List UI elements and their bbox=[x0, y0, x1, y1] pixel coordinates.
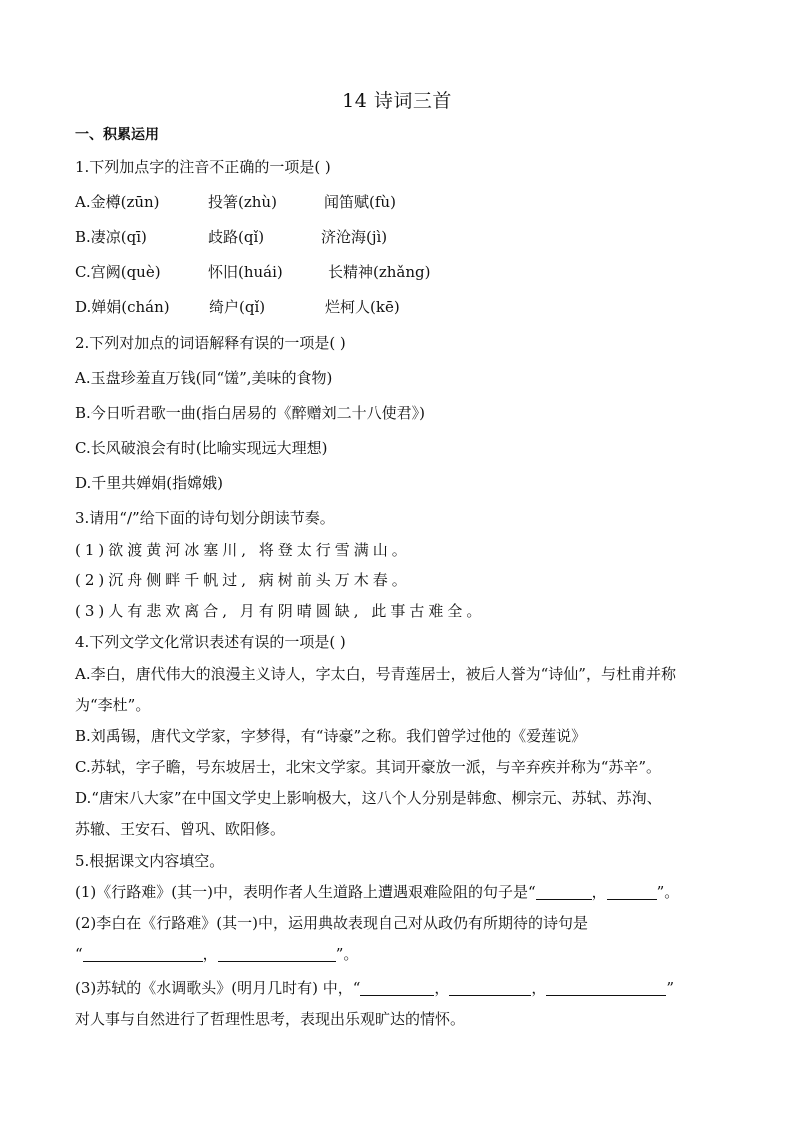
item-text: ”。 bbox=[335, 945, 359, 963]
question-2-option-a: A.玉盘珍羞直万钱(同“馐”,美味的食物) bbox=[75, 369, 333, 387]
option-part: 闻笛赋(fù) bbox=[324, 193, 396, 211]
option-part: 怀旧(huái) bbox=[208, 263, 283, 281]
question-2-stem: 2.下列对加点的词语解释有误的一项是( ) bbox=[75, 334, 346, 352]
question-4-line: 苏辙、王安石、曾巩、欧阳修。 bbox=[75, 820, 286, 838]
answer-blank[interactable] bbox=[360, 980, 434, 996]
question-5-stem: 5.根据课文内容填空。 bbox=[75, 852, 225, 870]
question-4-line: 为“李杜”。 bbox=[75, 696, 151, 714]
item-text: ”。 bbox=[656, 883, 680, 901]
question-1-option-b bbox=[75, 227, 387, 247]
question-3-stem: 3.请用“/”给下面的诗句划分朗读节奏。 bbox=[75, 509, 335, 527]
answer-blank[interactable] bbox=[536, 884, 592, 900]
question-5-item-2: (2)李白在《行路难》(其一)中，运用典故表现自己对从政仍有所期待的诗句是 bbox=[75, 914, 588, 932]
question-4-line: B.刘禹锡，唐代文学家，字梦得，有“诗豪”之称。我们曾学过他的《爱莲说》 bbox=[75, 727, 587, 745]
question-5-item-2-blanks bbox=[75, 944, 358, 964]
answer-blank[interactable] bbox=[449, 980, 531, 996]
option-part: 绮户(qǐ) bbox=[209, 298, 266, 316]
question-5-item-3-line-2: 对人事与自然进行了哲理性思考，表现出乐观旷达的情怀。 bbox=[75, 1010, 466, 1028]
option-part: A.金樽(zūn) bbox=[75, 193, 160, 211]
option-part: 烂柯人(kē) bbox=[325, 298, 400, 316]
option-part: 歧路(qǐ) bbox=[208, 228, 265, 246]
question-1-option-a bbox=[75, 192, 396, 212]
item-text: (3)苏轼的《水调歌头》(明月几时有) 中，“ bbox=[75, 979, 361, 997]
question-5-item-3 bbox=[75, 978, 674, 998]
item-text: (1)《行路难》(其一)中，表明作者人生道路上遭遇艰难险阻的句子是“ bbox=[75, 883, 536, 901]
question-1-stem: 1.下列加点字的注音不正确的一项是( ) bbox=[75, 158, 331, 176]
item-text: ， bbox=[434, 979, 450, 997]
question-2-option-d: D.千里共婵娟(指嫦娥) bbox=[75, 474, 223, 492]
answer-blank[interactable] bbox=[83, 946, 203, 962]
question-1-option-c bbox=[75, 262, 430, 282]
question-2-option-b: B.今日听君歌一曲(指白居易的《醉赠刘二十八使君》) bbox=[75, 404, 425, 422]
question-2-option-c: C.长风破浪会有时(比喻实现远大理想) bbox=[75, 439, 328, 457]
answer-blank[interactable] bbox=[607, 884, 657, 900]
option-part: 投箸(zhù) bbox=[208, 193, 277, 211]
question-4-line: A.李白，唐代伟大的浪漫主义诗人，字太白，号青莲居士，被后人誉为“诗仙”，与杜甫并称 bbox=[75, 665, 676, 683]
answer-blank[interactable] bbox=[546, 980, 666, 996]
question-3-item-1: (1)欲渡黄河冰塞川, 将登太行雪满山。 bbox=[75, 541, 411, 559]
option-part: 长精神(zhǎng) bbox=[328, 263, 431, 281]
item-text: ， bbox=[202, 945, 218, 963]
question-1-option-d bbox=[75, 297, 400, 317]
question-4-line: D.“唐宋八大家”在中国文学史上影响极大，这八个人分别是韩愈、柳宗元、苏轼、苏洵、 bbox=[75, 789, 662, 807]
option-part: B.凄凉(qī) bbox=[75, 228, 147, 246]
item-text: ， bbox=[531, 979, 547, 997]
section-heading: 一、积累运用 bbox=[75, 127, 159, 143]
item-text: “ bbox=[75, 945, 83, 963]
question-4-stem: 4.下列文学文化常识表述有误的一项是( ) bbox=[75, 633, 346, 651]
option-part: 济沧海(jì) bbox=[321, 228, 388, 246]
option-part: C.宫阙(què) bbox=[75, 263, 161, 281]
item-text: ” bbox=[666, 979, 675, 997]
question-3-item-3: (3)人有悲欢离合, 月有阴晴圆缺, 此事古难全。 bbox=[75, 602, 486, 620]
answer-blank[interactable] bbox=[218, 946, 336, 962]
question-3-item-2: (2)沉舟侧畔千帆过, 病树前头万木春。 bbox=[75, 571, 411, 589]
question-5-item-1 bbox=[75, 882, 679, 902]
item-text: ， bbox=[591, 883, 607, 901]
question-4-line: C.苏轼，字子瞻，号东坡居士，北宋文学家。其词开豪放一派，与辛弃疾并称为“苏辛”。 bbox=[75, 758, 662, 776]
option-part: D.婵娟(chán) bbox=[75, 298, 170, 316]
page-title: 14 诗词三首 bbox=[342, 90, 452, 112]
